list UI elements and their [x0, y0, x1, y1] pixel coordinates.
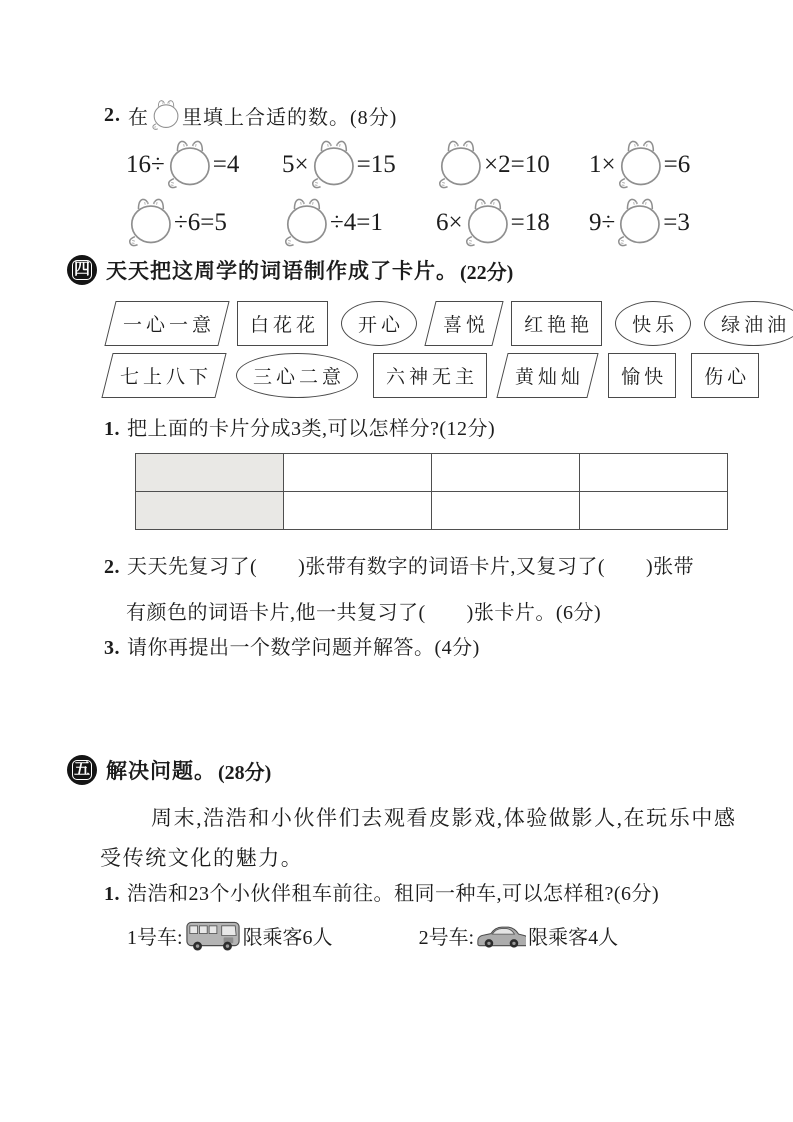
cat-circle-icon	[165, 138, 213, 191]
section5-header	[67, 755, 271, 785]
table-row	[136, 454, 728, 492]
word-card: 伤心	[691, 353, 759, 398]
equation-after: =3	[663, 208, 690, 236]
question2-number: 2.	[104, 103, 121, 126]
question-number: 1.	[104, 883, 120, 905]
cat-circle-icon	[126, 196, 174, 249]
word-card: 愉快	[608, 353, 676, 398]
equation-after: =4	[212, 150, 240, 178]
equation	[126, 196, 282, 249]
equation	[282, 138, 436, 191]
question-number: 3.	[104, 637, 120, 659]
word-card: 喜悦	[424, 301, 503, 346]
section4-question1	[104, 412, 495, 441]
equation-after: ÷6=5	[174, 208, 227, 236]
equation	[282, 196, 436, 249]
sedan-icon	[476, 921, 526, 950]
table-cell	[432, 454, 580, 492]
equation-before: 5×	[282, 150, 309, 178]
section5-badge-label: 五	[73, 761, 90, 778]
word-card-row-2	[107, 353, 759, 398]
section5-question1	[104, 877, 659, 906]
car2-option	[419, 921, 619, 950]
equation	[436, 196, 589, 249]
section4-title: 天天把这周学的词语制作成了卡片。	[106, 260, 458, 283]
table-cell	[432, 492, 580, 530]
equation-before: 16÷	[126, 150, 165, 178]
question2-prompt	[104, 99, 397, 131]
section4-score: (22分)	[460, 261, 514, 284]
cat-circle-icon	[615, 196, 663, 249]
cat-circle-icon	[282, 196, 330, 249]
word-card: 三心二意	[236, 353, 358, 398]
section4-question3	[104, 631, 480, 660]
equation-before: 6×	[436, 208, 463, 236]
question2-text-after: 里填上合适的数。(8分)	[182, 106, 398, 129]
car2-capacity: 限乘客4人	[528, 927, 619, 949]
cat-circle-icon	[616, 138, 664, 191]
word-card: 黄灿灿	[496, 353, 598, 398]
minibus-icon	[185, 918, 241, 953]
equation	[589, 138, 690, 191]
question-text: 浩浩和23个小伙伴租车前往。租同一种车,可以怎样租?(6分)	[127, 883, 660, 905]
cat-circle-icon	[309, 138, 357, 191]
word-card: 一心一意	[104, 301, 229, 346]
word-card: 红艳艳	[511, 301, 602, 346]
table-row	[136, 492, 728, 530]
section5-intro-line2: 受传统文化的魅力。	[100, 846, 304, 870]
table-header-cell	[136, 454, 284, 492]
section5-intro-line1: 周末,浩浩和小伙伴们去观看皮影戏,体验做影人,在玩乐中感	[151, 806, 737, 830]
word-card: 白花花	[237, 301, 328, 346]
equation-after: =15	[356, 150, 396, 178]
equation	[589, 196, 690, 249]
section4-badge	[67, 255, 97, 285]
section4-header	[67, 255, 513, 285]
table-header-cell	[136, 492, 284, 530]
question2-text-before: 在	[128, 106, 149, 129]
question-text-line1: 天天先复习了( )张带有数字的词语卡片,又复习了( )张带	[127, 556, 695, 578]
question-number: 1.	[104, 418, 120, 440]
equation-before: 9÷	[589, 208, 616, 236]
cat-circle-icon	[463, 196, 511, 249]
table-cell	[284, 492, 432, 530]
section5-title: 解决问题。	[106, 760, 216, 783]
car1-label: 1号车:	[127, 927, 183, 949]
table-cell	[580, 454, 728, 492]
section4-question2	[104, 550, 694, 625]
question-text: 请你再提出一个数学问题并解答。(4分)	[127, 637, 480, 659]
word-card-row-1	[110, 301, 793, 346]
classification-table	[135, 453, 728, 530]
section5-badge	[67, 755, 97, 785]
equation-before: 1×	[589, 150, 616, 178]
table-cell	[580, 492, 728, 530]
car1-option	[127, 918, 333, 953]
equation-after: ÷4=1	[330, 208, 383, 236]
cat-circle-icon	[436, 138, 484, 191]
cat-circle-icon	[150, 99, 181, 131]
word-card: 快乐	[615, 301, 691, 346]
equation-after: =18	[510, 208, 550, 236]
word-card: 开心	[341, 301, 417, 346]
car1-capacity: 限乘客6人	[242, 927, 333, 949]
section4-badge-label: 四	[73, 261, 90, 278]
vehicle-options-row	[127, 918, 618, 953]
word-card: 六神无主	[373, 353, 487, 398]
equation	[436, 138, 589, 191]
word-card: 七上八下	[101, 353, 226, 398]
equation-after: ×2=10	[484, 150, 550, 178]
equation-row-2	[126, 196, 690, 249]
equation-row-1	[126, 138, 690, 191]
car2-label: 2号车:	[418, 927, 475, 949]
question-number: 2.	[104, 556, 120, 578]
section5-score: (28分)	[218, 761, 272, 784]
word-card: 绿油油	[704, 301, 793, 346]
table-cell	[284, 454, 432, 492]
question-text: 把上面的卡片分成3类,可以怎样分?(12分)	[127, 418, 496, 440]
equation	[126, 138, 282, 191]
equation-after: =6	[663, 150, 691, 178]
question-text-line2: 有颜色的词语卡片,他一共复习了( )张卡片。(6分)	[126, 602, 602, 624]
